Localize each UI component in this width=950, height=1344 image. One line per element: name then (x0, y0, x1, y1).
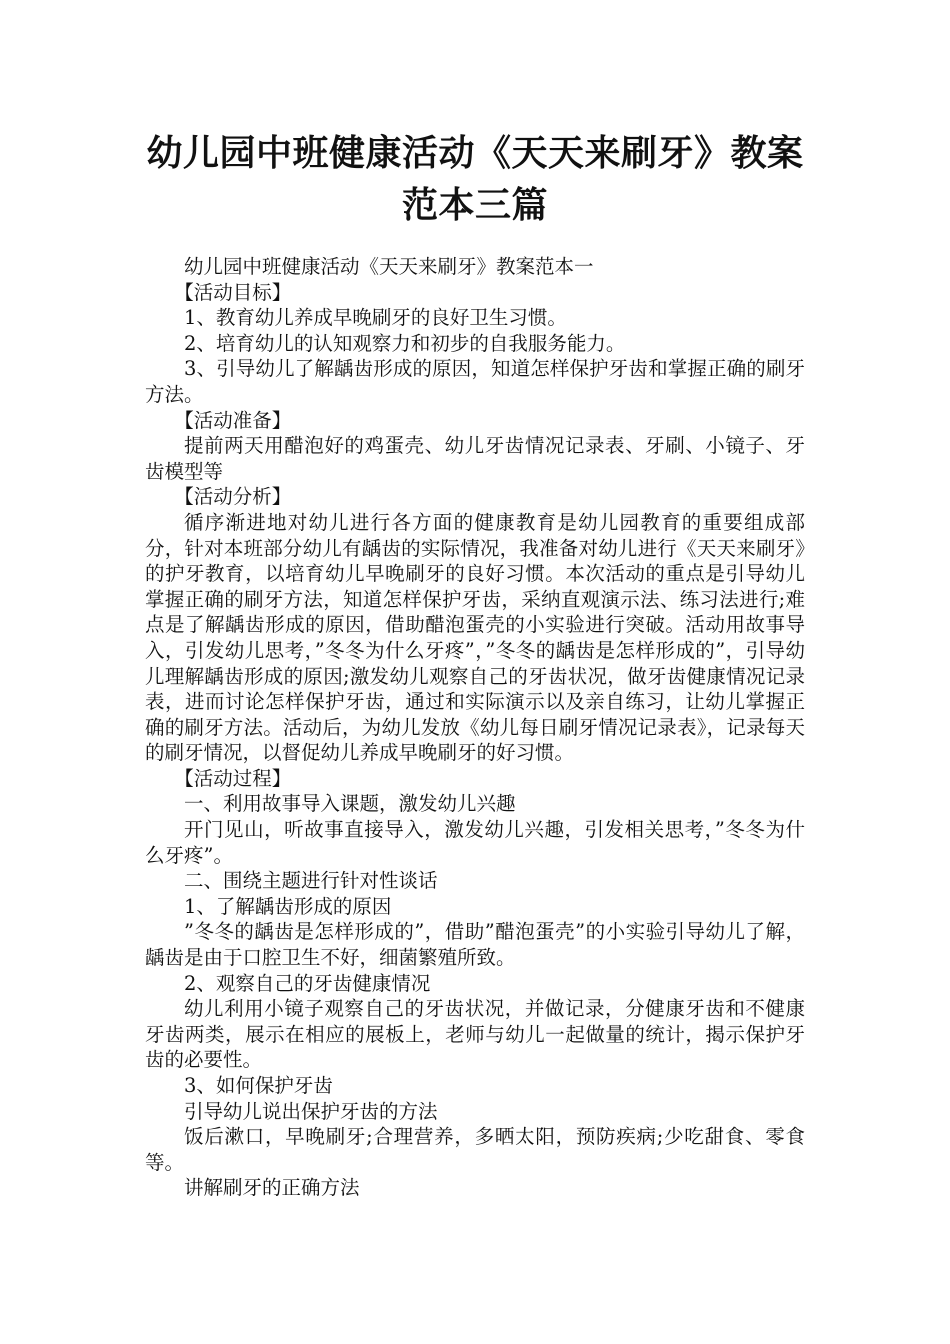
paragraph: 开门见山，听故事直接导入，激发幼儿兴趣，引发相关思考，”冬冬为什么牙疼”。 (145, 818, 805, 867)
paragraph: 2、观察自己的牙齿健康情况 (184, 971, 431, 995)
paragraph: 引导幼儿说出保护牙齿的方法 (184, 1099, 438, 1123)
paragraph: 2、培育幼儿的认知观察力和初步的自我服务能力。 (184, 331, 626, 355)
paragraph: 1、了解龋齿形成的原因 (184, 894, 392, 918)
document-body (145, 254, 805, 1201)
section-heading: 【活动准备】 (174, 408, 292, 432)
section-subtitle: 幼儿园中班健康活动《天天来刷牙》教案范本一 (184, 255, 594, 278)
section-heading: 【活动目标】 (174, 280, 292, 304)
paragraph: 饭后漱口，早晚刷牙;合理营养，多晒太阳，预防疾病;少吃甜食、零食等。 (145, 1125, 805, 1174)
paragraph: 3、引导幼儿了解龋齿形成的原因，知道怎样保护牙齿和掌握正确的刷牙方法。 (145, 357, 805, 406)
document-title: 幼儿园中班健康活动《天天来刷牙》教案范本三篇 (146, 133, 804, 226)
paragraph: 3、如何保护牙齿 (184, 1074, 333, 1097)
paragraph: 一、利用故事导入课题，激发幼儿兴趣 (184, 792, 516, 816)
document-page (145, 128, 805, 1201)
paragraph: 1、教育幼儿养成早晚刷牙的良好卫生习惯。 (184, 306, 567, 330)
paragraph: 提前两天用醋泡好的鸡蛋壳、幼儿牙齿情况记录表、牙刷、小镜子、牙齿模型等 (145, 434, 805, 483)
paragraph: 二、围绕主题进行针对性谈话 (184, 869, 438, 893)
paragraph: 循序渐进地对幼儿进行各方面的健康教育是幼儿园教育的重要组成部分，针对本班部分幼儿有龋齿的实际情况，我准备对幼儿进行《天天来刷牙》的护牙教育，以培育幼儿早晚刷牙的良好习惯。本次活动的重点是引导幼儿掌握正确的刷牙方法，知道怎样保护牙齿，采纳直观演示法、练习法进行;难点是了解龋齿形成的原因，借助醋泡蛋壳的小实验进行突破。活动用故事导入，引发幼儿思考，”冬冬为什么牙疼”，”冬冬的龋齿是怎样形成的”，引导幼儿理解龋齿形成的原因;激发幼儿观察自己的牙齿状况，做牙齿健康情况记录表，进而讨论怎样保护牙齿，通过和实际演示以及亲自练习，让幼儿掌握正确的刷牙方法。活动后，为幼儿发放《幼儿每日刷牙情况记录表》，记录每天的刷牙情况，以督促幼儿养成早晚刷牙的好习惯。 (145, 510, 805, 765)
paragraph: ”冬冬的龋齿是怎样形成的”，借助”醋泡蛋壳”的小实验引导幼儿了解，龋齿是由于口腔卫生不好，细菌繁殖所致。 (145, 920, 805, 970)
section-heading: 【活动分析】 (174, 485, 292, 509)
paragraph: 幼儿利用小镜子观察自己的牙齿状况，并做记录，分健康牙齿和不健康牙齿两类，展示在相应的展板上，老师与幼儿一起做量的统计，揭示保护牙齿的必要性。 (145, 997, 805, 1072)
paragraph: 讲解刷牙的正确方法 (184, 1176, 360, 1200)
section-heading: 【活动过程】 (174, 766, 292, 790)
